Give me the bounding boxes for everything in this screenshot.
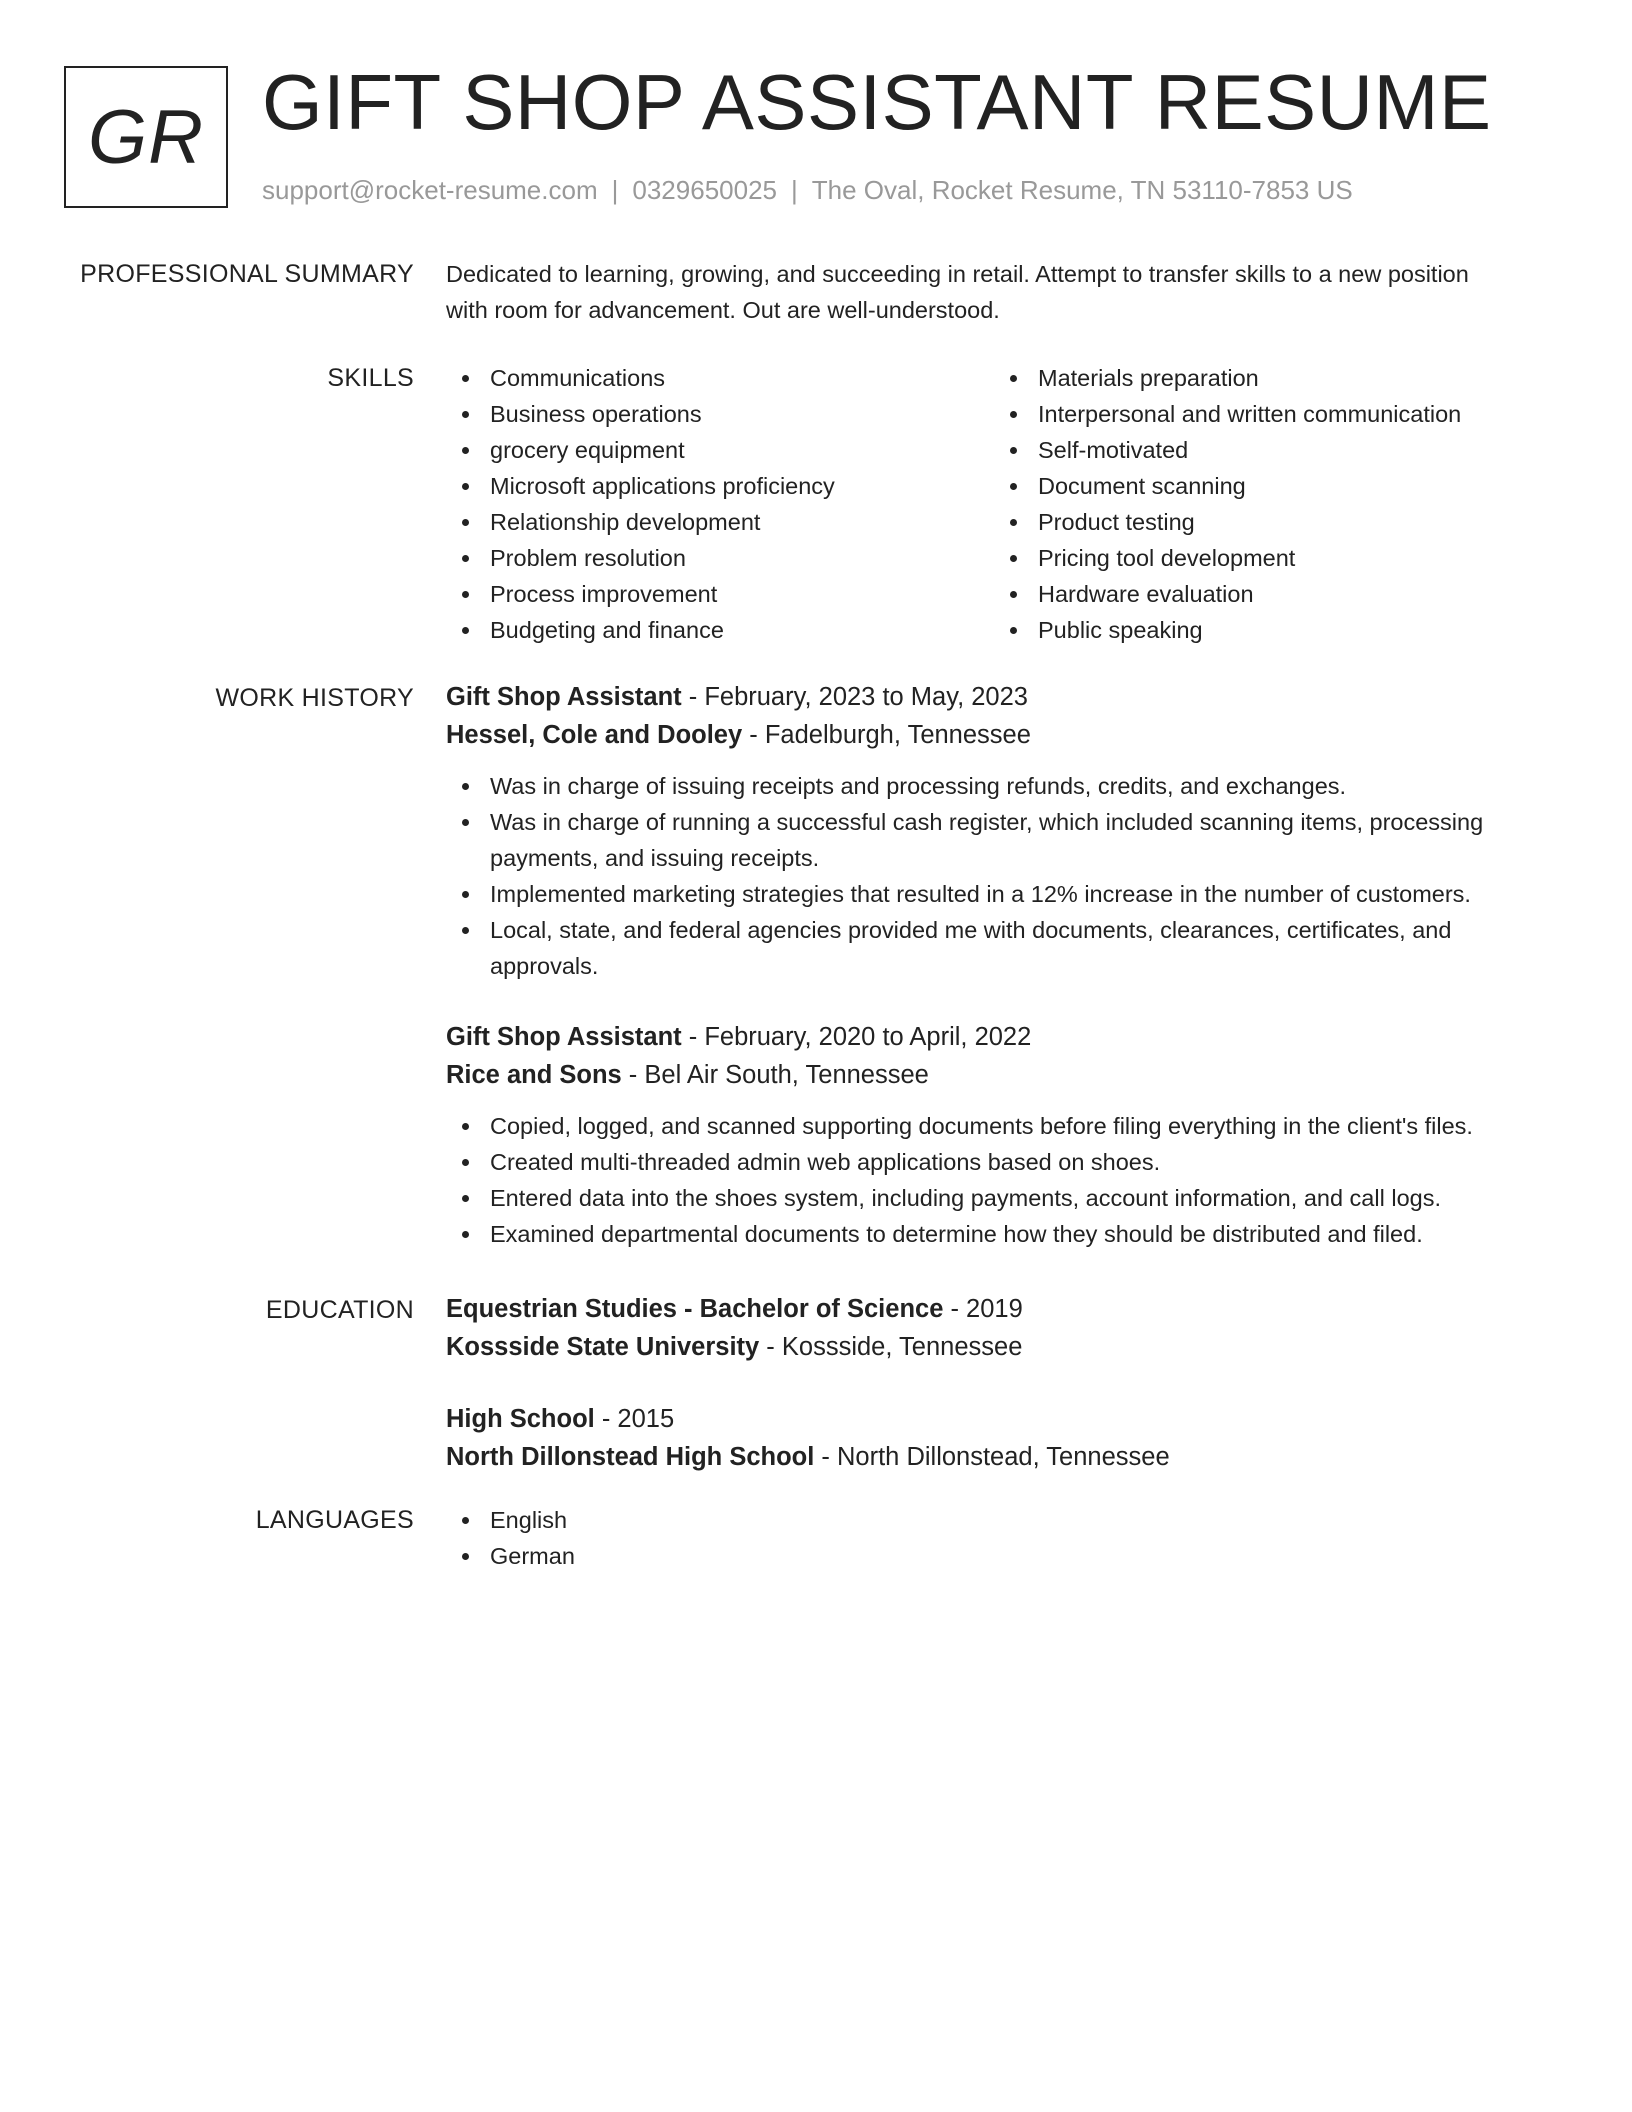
job-entry [446,1018,1546,1252]
education-school-line [446,1438,1546,1476]
summary-text [446,256,1546,328]
job-duty: Entered data into the shoes system, including payments, account information, and call logs. [446,1180,1546,1216]
skill-item: Business operations [446,396,994,432]
skill-item: Problem resolution [446,540,994,576]
job-title-line [446,1018,1546,1056]
skill-item: Product testing [994,504,1542,540]
education-year: - 2015 [594,1405,675,1433]
education-location: - Kossside, Tennessee [759,1333,1023,1361]
job-duty: Implemented marketing strategies that resulted in a 12% increase in the number of customers. [446,876,1546,912]
skill-item: Self-motivated [994,432,1542,468]
job-dates: - February, 2020 to April, 2022 [681,1023,1032,1051]
skill-item: Process improvement [446,576,994,612]
education-entry [446,1290,1546,1366]
education-location: - North Dillonstead, Tennessee [814,1443,1170,1471]
skill-item: Relationship development [446,504,994,540]
education-school: North Dillonstead High School [446,1443,815,1471]
job-dates: - February, 2023 to May, 2023 [681,683,1028,711]
monogram-initials: GR [88,94,204,180]
skill-item: Pricing tool development [994,540,1542,576]
resume-title: GIFT SHOP ASSISTANT RESUME [262,58,1492,146]
job-duty: Created multi-threaded admin web applications based on shoes. [446,1144,1546,1180]
job-duty: Was in charge of issuing receipts and processing refunds, credits, and exchanges. [446,768,1546,804]
education-degree: Equestrian Studies - Bachelor of Science [446,1295,944,1323]
job-duty: Examined departmental documents to determine how they should be distributed and filed. [446,1216,1546,1252]
education-degree: High School [446,1405,595,1433]
languages-list [446,1502,1546,1574]
contact-separator: | [791,175,798,205]
work-history [446,678,1546,1286]
language-item: English [446,1502,1546,1538]
education-degree-line [446,1400,1546,1438]
job-duties [446,768,1546,984]
education-school: Kossside State University [446,1333,760,1361]
job-location: - Bel Air South, Tennessee [621,1061,929,1089]
job-duties [446,1108,1546,1252]
skill-item: Communications [446,360,994,396]
skill-item: Public speaking [994,612,1542,648]
skill-item: grocery equipment [446,432,994,468]
language-item: German [446,1538,1546,1574]
monogram-box [64,66,228,208]
job-entry [446,678,1546,984]
job-duty: Local, state, and federal agencies provided me with documents, clearances, certificates, and approvals. [446,912,1546,984]
skills-list [446,360,1546,648]
job-company: Hessel, Cole and Dooley [446,721,743,749]
section-label-languages: LANGUAGES [255,1506,414,1534]
job-company: Rice and Sons [446,1061,622,1089]
job-title: Gift Shop Assistant [446,1023,682,1051]
job-location: - Fadelburgh, Tennessee [742,721,1031,749]
contact-email: support@rocket-resume.com [262,175,598,205]
contact-address: The Oval, Rocket Resume, TN 53110-7853 US [811,175,1353,205]
section-label-education: EDUCATION [265,1296,414,1324]
skill-item: Document scanning [994,468,1542,504]
contact-phone: 0329650025 [632,175,777,205]
section-label-skills: SKILLS [327,364,414,392]
job-duty: Copied, logged, and scanned supporting documents before filing everything in the client's files. [446,1108,1546,1144]
section-label-work-history: WORK HISTORY [215,684,414,712]
skill-item: Hardware evaluation [994,576,1542,612]
job-company-line [446,1056,1546,1094]
skills-column-right [994,360,1542,648]
language-items [446,1502,1546,1574]
summary-line: Dedicated to learning, growing, and succeeding in retail. Attempt to transfer skills to a new position [446,261,1469,287]
skill-item: Interpersonal and written communication [994,396,1542,432]
education-school-line [446,1328,1546,1366]
contact-separator: | [611,175,619,205]
skill-item: Materials preparation [994,360,1542,396]
job-duty: Was in charge of running a successful cash register, which included scanning items, processing payments, and issuing receipts. [446,804,1546,876]
skills-column-left [446,360,994,648]
skill-item: Microsoft applications proficiency [446,468,994,504]
summary-line: with room for advancement. Out are well-understood. [446,297,1000,323]
education-degree-line [446,1290,1546,1328]
contact-line [262,172,1353,208]
education-year: - 2019 [943,1295,1023,1323]
education-entry [446,1400,1546,1476]
education-list [446,1290,1546,1510]
section-label-summary: PROFESSIONAL SUMMARY [80,260,414,288]
job-company-line [446,716,1546,754]
job-title: Gift Shop Assistant [446,683,682,711]
skill-item: Budgeting and finance [446,612,994,648]
job-title-line [446,678,1546,716]
